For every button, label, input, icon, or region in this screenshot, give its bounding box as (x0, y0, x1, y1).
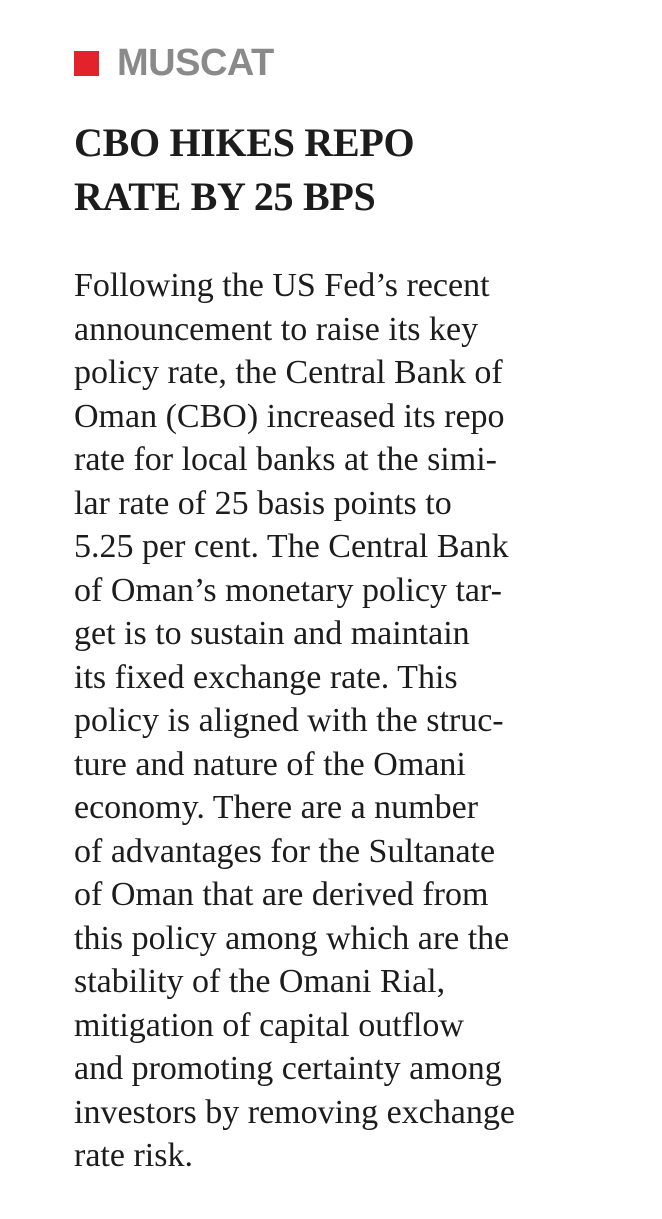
body-line: Following the US Fed’s recent (74, 267, 490, 304)
body-line: of advantages for the Sultanate (74, 832, 496, 870)
news-brief (74, 40, 634, 1178)
body-line: its fixed exchange rate. This (74, 658, 458, 696)
body-line: rate for local banks at the simi- (74, 441, 497, 478)
headline (74, 116, 634, 224)
body-line: of Oman that are derived from (74, 876, 489, 913)
article-body (74, 264, 634, 1178)
red-square-icon (74, 51, 99, 76)
body-line: announcement to raise its key (74, 310, 479, 348)
body-line: rate risk. (74, 1137, 193, 1174)
body-line: investors by removing exchange (74, 1093, 515, 1131)
headline-line: RATE BY 25 BPS (74, 174, 376, 219)
body-line: 5.25 per cent. The Central Bank (74, 528, 509, 565)
body-line: mitigation of capital outflow (74, 1006, 464, 1044)
body-line: Oman (CBO) increased its repo (74, 397, 505, 435)
body-line: policy is aligned with the struc- (74, 702, 504, 739)
body-line: get is to sustain and maintain (74, 615, 470, 652)
body-line: this policy among which are the (74, 919, 510, 957)
headline-line: CBO HIKES REPO (74, 120, 415, 165)
body-line: stability of the Omani Rial, (74, 963, 446, 1000)
dateline (74, 40, 634, 86)
body-line: and promoting certainty among (74, 1050, 502, 1087)
body-line: ture and nature of the Omani (74, 745, 466, 783)
dateline-label: MUSCAT (117, 42, 274, 84)
body-line: lar rate of 25 basis points to (74, 484, 452, 522)
body-line: policy rate, the Central Bank of (74, 354, 503, 391)
body-line: of Oman’s monetary policy tar- (74, 571, 502, 609)
body-line: economy. There are a number (74, 789, 479, 826)
